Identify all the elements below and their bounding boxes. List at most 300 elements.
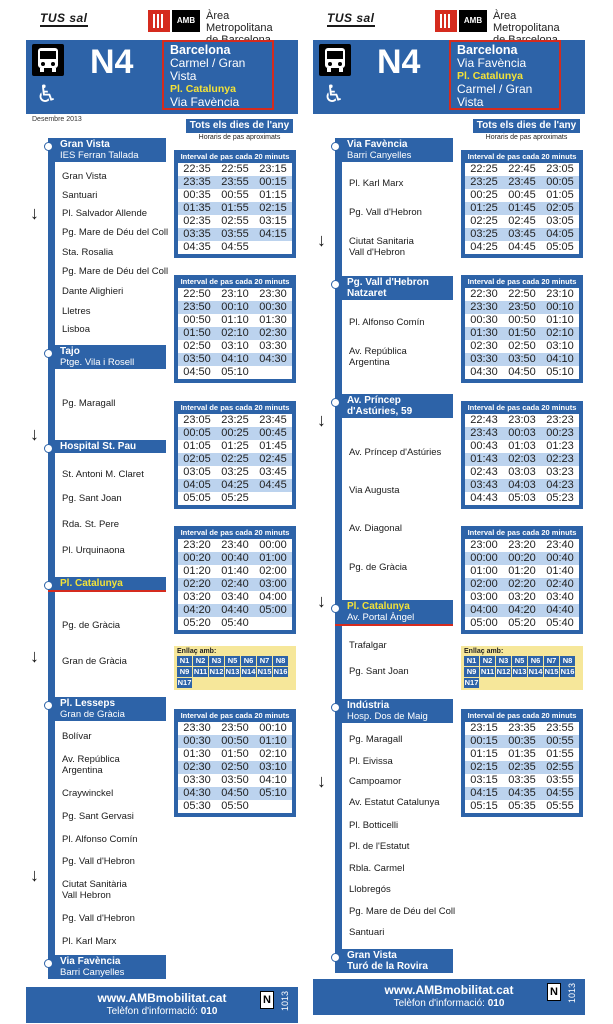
station-pl-lesseps: Pl. Lesseps Gran de Gràcia <box>48 697 166 721</box>
date-label: Desembre 2013 <box>32 116 82 123</box>
footer <box>313 979 585 1015</box>
connection-chips <box>177 656 293 688</box>
brand-logo: TUS sal <box>327 11 375 25</box>
time-row <box>178 163 292 176</box>
bus-icon <box>32 44 64 76</box>
brand-logo: TUS sal <box>40 11 88 25</box>
departure-time: 02:10 <box>541 327 579 340</box>
time-row <box>465 604 579 617</box>
stop: Av. Príncep d'Astúries <box>349 447 442 458</box>
time-row <box>465 366 579 379</box>
time-row <box>465 202 579 215</box>
departure-time: 22:25 <box>465 163 503 176</box>
departure-time: 23:25 <box>216 414 254 427</box>
stop: Pg. de Gràcia <box>62 620 121 631</box>
stop: Av. República Argentina <box>349 346 407 368</box>
departure-time: 04:55 <box>216 241 254 254</box>
departure-time: 02:50 <box>178 340 216 353</box>
departure-time: 01:25 <box>465 202 503 215</box>
time-row <box>465 735 579 748</box>
time-row <box>465 215 579 228</box>
bus-icon <box>319 44 351 76</box>
website-link[interactable]: www.AMBmobilitat.cat <box>384 983 514 997</box>
departure-time: 23:20 <box>178 539 216 552</box>
time-row <box>178 228 292 241</box>
connection-line-badge: N14 <box>528 667 543 676</box>
phone-label: Telèfon d'informació: <box>393 998 485 1009</box>
dest-origin: Via Favència <box>457 56 527 70</box>
departure-time: 01:35 <box>178 202 216 215</box>
departure-time: 23:35 <box>178 176 216 189</box>
departure-time: 04:25 <box>465 241 503 254</box>
departure-time: 03:55 <box>216 228 254 241</box>
departure-time: 00:00 <box>465 552 503 565</box>
departure-time: 02:00 <box>465 578 503 591</box>
departure-time: 23:55 <box>216 176 254 189</box>
departure-time: 03:40 <box>541 591 579 604</box>
stop: Pl. Eivissa <box>349 756 393 767</box>
departure-time: 00:23 <box>541 427 579 440</box>
departure-time: 03:25 <box>216 466 254 479</box>
connection-line-badge: N12 <box>209 667 224 676</box>
departure-time: 23:05 <box>178 414 216 427</box>
departure-time: 01:03 <box>503 440 541 453</box>
connection-line-badge: N17 <box>177 678 192 687</box>
stop: Av. Estatut Catalunya <box>349 797 440 808</box>
time-row <box>178 552 292 565</box>
station-gran-vista: Gran Vista Turó de la Rovira <box>335 949 453 973</box>
time-row <box>465 440 579 453</box>
time-row <box>465 453 579 466</box>
amb-short: AMB <box>172 10 200 32</box>
departure-time: 23:50 <box>178 301 216 314</box>
connection-line-badge: N12 <box>496 667 511 676</box>
departure-time: 03:55 <box>541 774 579 787</box>
time-row <box>465 301 579 314</box>
departure-time: 01:43 <box>465 453 503 466</box>
connections-box <box>174 646 296 690</box>
time-row <box>465 761 579 774</box>
departure-time: 01:35 <box>503 748 541 761</box>
departure-time: 02:45 <box>254 453 292 466</box>
connection-line-badge: N11 <box>480 667 495 676</box>
departure-time: 01:05 <box>178 440 216 453</box>
departure-time: 00:05 <box>541 176 579 189</box>
connection-line-badge: N2 <box>193 656 208 666</box>
time-row <box>465 479 579 492</box>
departure-time: 00:30 <box>178 735 216 748</box>
departure-time: 02:50 <box>503 340 541 353</box>
time-row <box>178 604 292 617</box>
direction-arrow-icon: ↓ <box>30 203 39 223</box>
direction-arrow-icon: ↓ <box>30 646 39 666</box>
timetable-block <box>461 709 583 817</box>
departure-time: 02:50 <box>216 761 254 774</box>
stop: Craywinckel <box>62 788 114 799</box>
departure-time: 02:10 <box>216 327 254 340</box>
station-pl-catalunya: Pl. Catalunya <box>48 577 166 592</box>
departure-time: 05:40 <box>216 617 254 630</box>
departure-time: 23:55 <box>541 722 579 735</box>
night-bus-icon: N <box>547 983 561 1001</box>
connection-line-badge: N5 <box>512 656 527 666</box>
stop: Pg. Maragall <box>62 398 116 409</box>
departure-time: 23:40 <box>216 539 254 552</box>
stop: Sta. Rosalia <box>62 247 114 258</box>
departure-time: 02:25 <box>465 215 503 228</box>
dest-via: Pl. Catalunya <box>457 70 523 82</box>
departure-time: 00:30 <box>254 301 292 314</box>
departure-time: 05:00 <box>465 617 503 630</box>
connection-line-badge: N2 <box>480 656 495 666</box>
direction-arrow-icon: ↓ <box>30 424 39 444</box>
departure-time: 01:55 <box>216 202 254 215</box>
stop: Via Augusta <box>349 485 400 496</box>
departure-time: 00:43 <box>465 440 503 453</box>
departure-time: 05:35 <box>503 800 541 813</box>
departure-time: 05:10 <box>541 366 579 379</box>
departure-time: 02:30 <box>178 761 216 774</box>
time-row <box>465 617 579 630</box>
departure-time: 03:25 <box>465 228 503 241</box>
time-row <box>465 748 579 761</box>
stop: Pg. Mare de Déu del Coll <box>62 227 169 238</box>
dest-origin: Carmel / Gran Vista <box>170 56 246 83</box>
departure-time: 04:30 <box>178 787 216 800</box>
connection-line-badge: N6 <box>528 656 543 666</box>
departure-time: 23:10 <box>216 288 254 301</box>
connections-title: Enllaç amb: <box>177 648 217 655</box>
line-number: N4 <box>377 43 421 81</box>
departure-time: 03:03 <box>503 466 541 479</box>
time-row <box>465 722 579 735</box>
departure-time: 02:40 <box>541 578 579 591</box>
connection-line-badge: N13 <box>225 667 240 676</box>
time-row <box>465 314 579 327</box>
departure-time: 04:15 <box>254 228 292 241</box>
stop: Pg. Vall d'Hebron <box>62 856 135 867</box>
departure-time: 03:20 <box>178 591 216 604</box>
departure-time: 01:50 <box>178 327 216 340</box>
amb-name-line1: Àrea Metropolitana <box>493 10 560 34</box>
departure-time: 02:30 <box>465 340 503 353</box>
stop: Gran de Gràcia <box>62 656 127 667</box>
time-row <box>465 228 579 241</box>
stop: Pg. Maragall <box>349 734 403 745</box>
departure-time: 03:30 <box>254 340 292 353</box>
departure-time: 04:25 <box>216 479 254 492</box>
departure-time: 03:45 <box>254 466 292 479</box>
time-row <box>465 578 579 591</box>
time-row <box>178 735 292 748</box>
timetable-block <box>174 150 296 258</box>
departure-time: 01:30 <box>178 748 216 761</box>
time-row <box>465 565 579 578</box>
departure-time: 04:45 <box>503 241 541 254</box>
time-row <box>178 366 292 379</box>
departure-time: 02:15 <box>465 761 503 774</box>
departure-time: 01:30 <box>254 314 292 327</box>
time-row <box>178 202 292 215</box>
departure-time: 05:05 <box>541 241 579 254</box>
connections-box <box>461 646 583 690</box>
departure-time: 04:10 <box>254 774 292 787</box>
timetable-right <box>313 0 585 1024</box>
stop: Llobregós <box>349 884 391 895</box>
time-row <box>178 539 292 552</box>
time-row <box>178 722 292 735</box>
time-row <box>178 189 292 202</box>
departure-time: 01:05 <box>541 189 579 202</box>
departure-time: 01:50 <box>216 748 254 761</box>
direction-arrow-icon: ↓ <box>30 865 39 885</box>
time-row <box>178 176 292 189</box>
departure-time: 04:45 <box>254 479 292 492</box>
departure-time: 04:30 <box>465 366 503 379</box>
connection-line-badge: N17 <box>464 678 479 687</box>
interval-title: Interval de pas cada 20 minuts <box>467 277 577 286</box>
departure-time: 02:30 <box>254 327 292 340</box>
time-row <box>178 327 292 340</box>
connection-line-badge: N7 <box>544 656 559 666</box>
stop: Rbla. Carmel <box>349 863 405 874</box>
stop: Av. Diagonal <box>349 523 402 534</box>
departure-time: 00:25 <box>216 427 254 440</box>
time-row <box>178 774 292 787</box>
stop: Pg. Vall d'Hebron <box>62 913 135 924</box>
timetable-block <box>461 526 583 634</box>
departure-time: 02:05 <box>178 453 216 466</box>
departure-time: 23:25 <box>465 176 503 189</box>
departure-time: 23:10 <box>541 288 579 301</box>
departure-time: 23:50 <box>216 722 254 735</box>
departure-time: 04:20 <box>503 604 541 617</box>
departure-time: 02:20 <box>178 578 216 591</box>
direction-arrow-icon: ↓ <box>317 771 326 791</box>
station-pl-catalunya: Pl. Catalunya Av. Portal Àngel <box>335 600 453 626</box>
interval-title: Interval de pas cada 20 minuts <box>180 152 290 161</box>
connection-line-badge: N1 <box>464 656 479 666</box>
time-row <box>178 800 292 813</box>
wheelchair-icon: ♿ <box>323 81 345 108</box>
departure-time: 02:23 <box>541 453 579 466</box>
departure-time: 00:05 <box>178 427 216 440</box>
connection-line-badge: N8 <box>560 656 575 666</box>
departure-time: 05:23 <box>541 492 579 505</box>
connection-line-badge: N13 <box>512 667 527 676</box>
days-banner: Tots els dies de l'any <box>186 119 293 133</box>
stop: Pg. Mare de Déu del Coll <box>349 906 456 917</box>
time-row <box>465 800 579 813</box>
destination-box <box>449 40 561 110</box>
timetable-left <box>26 0 298 1024</box>
timetable-block <box>174 526 296 634</box>
departure-time: 05:05 <box>178 492 216 505</box>
amb-logo <box>435 10 487 32</box>
stop: Pl. Karl Marx <box>62 936 117 947</box>
time-row <box>178 617 292 630</box>
interval-title: Interval de pas cada 20 minuts <box>180 403 290 412</box>
time-row <box>178 453 292 466</box>
departure-time: 05:55 <box>541 800 579 813</box>
amb-short: AMB <box>459 10 487 32</box>
amb-emblem-icon <box>148 10 170 32</box>
time-row <box>178 479 292 492</box>
departure-time: 02:10 <box>254 748 292 761</box>
stop: Pg. Sant Gervasi <box>62 811 134 822</box>
departure-time: 03:23 <box>541 466 579 479</box>
stop: Pl. Salvador Allende <box>62 208 148 219</box>
departure-time: 01:15 <box>465 748 503 761</box>
departure-time: 23:35 <box>503 722 541 735</box>
departure-time: 23:30 <box>254 288 292 301</box>
departure-time: 03:05 <box>178 466 216 479</box>
dest-via: Pl. Catalunya <box>170 83 236 95</box>
time-row <box>465 288 579 301</box>
departure-time: 01:00 <box>254 552 292 565</box>
departure-time: 01:00 <box>465 565 503 578</box>
stop: Bolívar <box>62 731 92 742</box>
connection-line-badge: N15 <box>544 667 559 676</box>
timetable-block <box>461 275 583 383</box>
time-row <box>178 748 292 761</box>
connection-line-badge: N9 <box>177 667 192 677</box>
stop: Pl. Urquinaona <box>62 545 125 556</box>
interval-title: Interval de pas cada 20 minuts <box>467 152 577 161</box>
stop: Rda. St. Pere <box>62 519 120 530</box>
departure-time: 05:30 <box>178 800 216 813</box>
departure-time: 01:10 <box>254 735 292 748</box>
departure-time: 00:35 <box>503 735 541 748</box>
stop: Trafalgar <box>349 640 387 651</box>
stop: Pl. Botticelli <box>349 820 399 831</box>
time-row <box>178 414 292 427</box>
departure-time: 05:00 <box>254 604 292 617</box>
time-row <box>465 492 579 505</box>
departure-time: 22:30 <box>465 288 503 301</box>
departure-time: 01:15 <box>254 189 292 202</box>
departure-time: 03:35 <box>178 228 216 241</box>
timetable-block <box>174 709 296 817</box>
departure-time: 03:50 <box>178 353 216 366</box>
departure-time: 01:50 <box>503 327 541 340</box>
amb-emblem-icon <box>435 10 457 32</box>
departure-time: 04:20 <box>178 604 216 617</box>
departure-time: 00:20 <box>503 552 541 565</box>
time-row <box>465 327 579 340</box>
departure-time: 01:45 <box>254 440 292 453</box>
departure-time: 01:40 <box>216 565 254 578</box>
departure-time: 03:10 <box>254 761 292 774</box>
dest-city: Barcelona <box>170 43 231 57</box>
departure-time: 00:10 <box>254 722 292 735</box>
route-line <box>48 145 55 975</box>
stop: Av. República Argentina <box>62 754 120 776</box>
departure-time: 00:45 <box>254 427 292 440</box>
departure-time: 04:55 <box>541 787 579 800</box>
departure-time: 00:10 <box>216 301 254 314</box>
time-row <box>465 340 579 353</box>
route-header <box>313 40 585 114</box>
departure-time: 23:20 <box>503 539 541 552</box>
departure-time: 05:25 <box>216 492 254 505</box>
departure-time: 00:50 <box>216 735 254 748</box>
stop: Lisboa <box>62 324 90 335</box>
connection-line-badge: N6 <box>241 656 256 666</box>
connection-line-badge: N11 <box>193 667 208 676</box>
departure-time: 01:55 <box>541 748 579 761</box>
departure-time <box>254 492 292 505</box>
departure-time: 01:45 <box>503 202 541 215</box>
departure-time: 00:15 <box>465 735 503 748</box>
time-row <box>178 353 292 366</box>
info-phone <box>313 998 585 1010</box>
station-industria: Indústria Hosp. Dos de Maig <box>335 699 453 723</box>
departure-time: 05:20 <box>178 617 216 630</box>
departure-time: 02:40 <box>216 578 254 591</box>
stop: Pl. Alfonso Comín <box>62 834 138 845</box>
time-row <box>178 241 292 254</box>
connections-title: Enllaç amb: <box>464 648 504 655</box>
departure-time: 23:23 <box>541 414 579 427</box>
connection-line-badge: N8 <box>273 656 288 666</box>
departure-time: 00:45 <box>503 189 541 202</box>
line-number: N4 <box>90 43 134 81</box>
departure-time: 05:10 <box>216 366 254 379</box>
departure-time: 04:43 <box>465 492 503 505</box>
departure-time: 22:35 <box>178 163 216 176</box>
website-link[interactable]: www.AMBmobilitat.cat <box>97 991 227 1005</box>
departure-time <box>254 241 292 254</box>
time-row <box>178 578 292 591</box>
direction-arrow-icon: ↓ <box>317 410 326 430</box>
departure-time: 04:05 <box>541 228 579 241</box>
departure-time: 05:03 <box>503 492 541 505</box>
stop: Lletres <box>62 306 91 317</box>
departure-time: 04:50 <box>503 366 541 379</box>
phone-number: 010 <box>487 998 505 1009</box>
departure-time: 02:43 <box>465 466 503 479</box>
info-phone <box>26 1006 298 1018</box>
departure-time: 04:50 <box>178 366 216 379</box>
departure-time: 02:45 <box>503 215 541 228</box>
departure-time: 23:30 <box>178 722 216 735</box>
connection-chips <box>464 656 580 688</box>
departure-time: 23:15 <box>254 163 292 176</box>
departure-time: 23:45 <box>254 414 292 427</box>
stop: Santuari <box>62 190 98 201</box>
stop: Campoamor <box>349 776 402 787</box>
departure-time: 00:55 <box>541 735 579 748</box>
departure-time: 04:35 <box>178 241 216 254</box>
connection-line-badge: N15 <box>257 667 272 676</box>
direction-arrow-icon: ↓ <box>317 230 326 250</box>
time-row <box>465 241 579 254</box>
station-via-favencia: Via Favència Barri Canyelles <box>335 138 453 162</box>
station-gran-vista: Gran Vista IES Ferran Tallada <box>48 138 166 162</box>
amb-name-line1: Àrea Metropolitana <box>206 10 273 34</box>
time-row <box>178 565 292 578</box>
station-hospital-st-pau: Hospital St. Pau <box>48 440 166 453</box>
connection-line-badge: N9 <box>464 667 479 677</box>
time-row <box>178 787 292 800</box>
destination-box <box>162 40 274 110</box>
departure-time: 04:23 <box>541 479 579 492</box>
connection-line-badge: N16 <box>560 667 575 676</box>
departure-time: 04:10 <box>216 353 254 366</box>
station-via-favencia: Via Favència Barri Canyelles <box>48 955 166 979</box>
time-row <box>465 189 579 202</box>
